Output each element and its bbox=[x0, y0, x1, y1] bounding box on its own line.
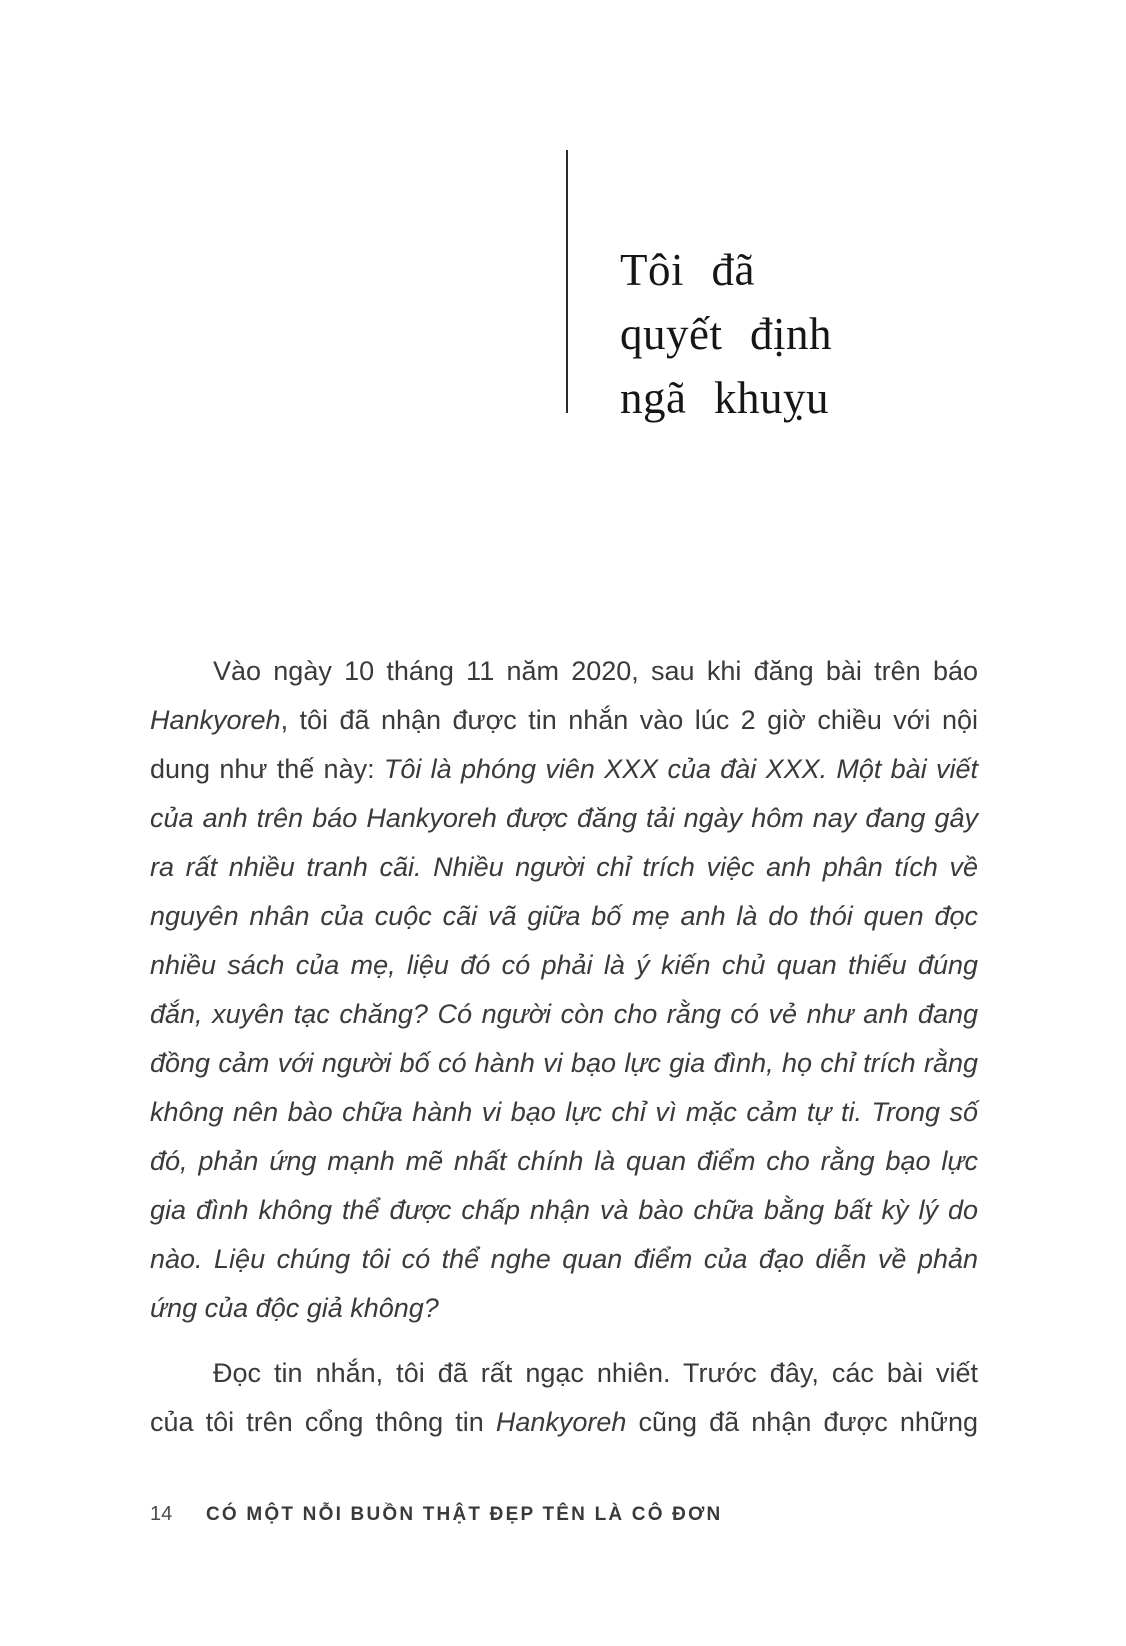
text-line bbox=[150, 941, 978, 990]
italic-text: Hankyoreh bbox=[495, 1407, 627, 1437]
regular-text: cũng đã nhận được những bbox=[626, 1407, 978, 1437]
italic-text: nguyên nhân của cuộc cãi vã giữa bố mẹ anh là do thói quen đọc bbox=[150, 901, 978, 931]
regular-text: của tôi trên cổng thông tin bbox=[150, 1407, 496, 1437]
text-line bbox=[150, 1349, 978, 1398]
paragraph bbox=[150, 647, 978, 1333]
chapter-title bbox=[620, 238, 832, 430]
italic-text: nhiều sách của mẹ, liệu đó có phải là ý kiến chủ quan thiếu đúng bbox=[150, 950, 978, 980]
italic-text: đó, phản ứng mạnh mẽ nhất chính là quan điểm cho rằng bạo lực bbox=[150, 1146, 978, 1176]
regular-text: , tôi đã nhận được tin nhắn vào lúc 2 giờ chiều với nội bbox=[280, 705, 978, 735]
text-line bbox=[150, 696, 978, 745]
text-line bbox=[150, 1284, 978, 1333]
italic-text: ra rất nhiều tranh cãi. Nhiều người chỉ trích việc anh phân tích về bbox=[150, 852, 978, 882]
regular-text: Vào ngày 10 tháng 11 năm 2020, sau khi đăng bài trên báo bbox=[213, 656, 978, 686]
italic-text: Hankyoreh bbox=[150, 705, 281, 735]
text-line bbox=[150, 1137, 978, 1186]
text-line bbox=[150, 892, 978, 941]
running-title: CÓ MỘT NỖI BUỒN THẬT ĐẸP TÊN LÀ CÔ ĐƠN bbox=[206, 1504, 723, 1525]
italic-text: đồng cảm với người bố có hành vi bạo lực gia đình, họ chỉ trích rằng bbox=[150, 1048, 978, 1078]
italic-text: Tôi là phóng viên XXX của đài XXX. Một bài viết bbox=[383, 754, 978, 784]
text-line bbox=[150, 1088, 978, 1137]
chapter-title-line-3: ngã khuỵu bbox=[620, 373, 829, 423]
italic-text: đắn, xuyên tạc chăng? Có người còn cho rằng có vẻ như anh đang bbox=[150, 999, 978, 1029]
italic-text: ứng của độc giả không? bbox=[150, 1293, 439, 1323]
italic-text: gia đình không thể được chấp nhận và bào chữa bằng bất kỳ lý do bbox=[150, 1195, 978, 1225]
text-line bbox=[150, 647, 978, 696]
text-line bbox=[150, 990, 978, 1039]
text-line bbox=[150, 1398, 978, 1447]
text-line bbox=[150, 1186, 978, 1235]
regular-text: dung như thế này: bbox=[150, 754, 384, 784]
text-line bbox=[150, 794, 978, 843]
page-footer bbox=[150, 1503, 978, 1526]
text-line bbox=[150, 1235, 978, 1284]
text-line bbox=[150, 745, 978, 794]
italic-text: của anh trên báo Hankyoreh được đăng tải ngày hôm nay đang gây bbox=[150, 803, 978, 833]
body-text bbox=[150, 647, 978, 1447]
regular-text: Đọc tin nhắn, tôi đã rất ngạc nhiên. Trước đây, các bài viết bbox=[213, 1358, 978, 1388]
paragraph bbox=[150, 1349, 978, 1447]
text-line bbox=[150, 1039, 978, 1088]
page-number: 14 bbox=[150, 1503, 173, 1525]
chapter-title-line-1: Tôi đã bbox=[620, 245, 755, 295]
chapter-title-line-2: quyết định bbox=[620, 309, 832, 359]
chapter-divider-rule bbox=[566, 150, 568, 413]
italic-text: nào. Liệu chúng tôi có thể nghe quan điểm của đạo diễn về phản bbox=[150, 1244, 978, 1274]
text-line bbox=[150, 843, 978, 892]
italic-text: không nên bào chữa hành vi bạo lực chỉ vì mặc cảm tự ti. Trong số bbox=[150, 1097, 978, 1127]
